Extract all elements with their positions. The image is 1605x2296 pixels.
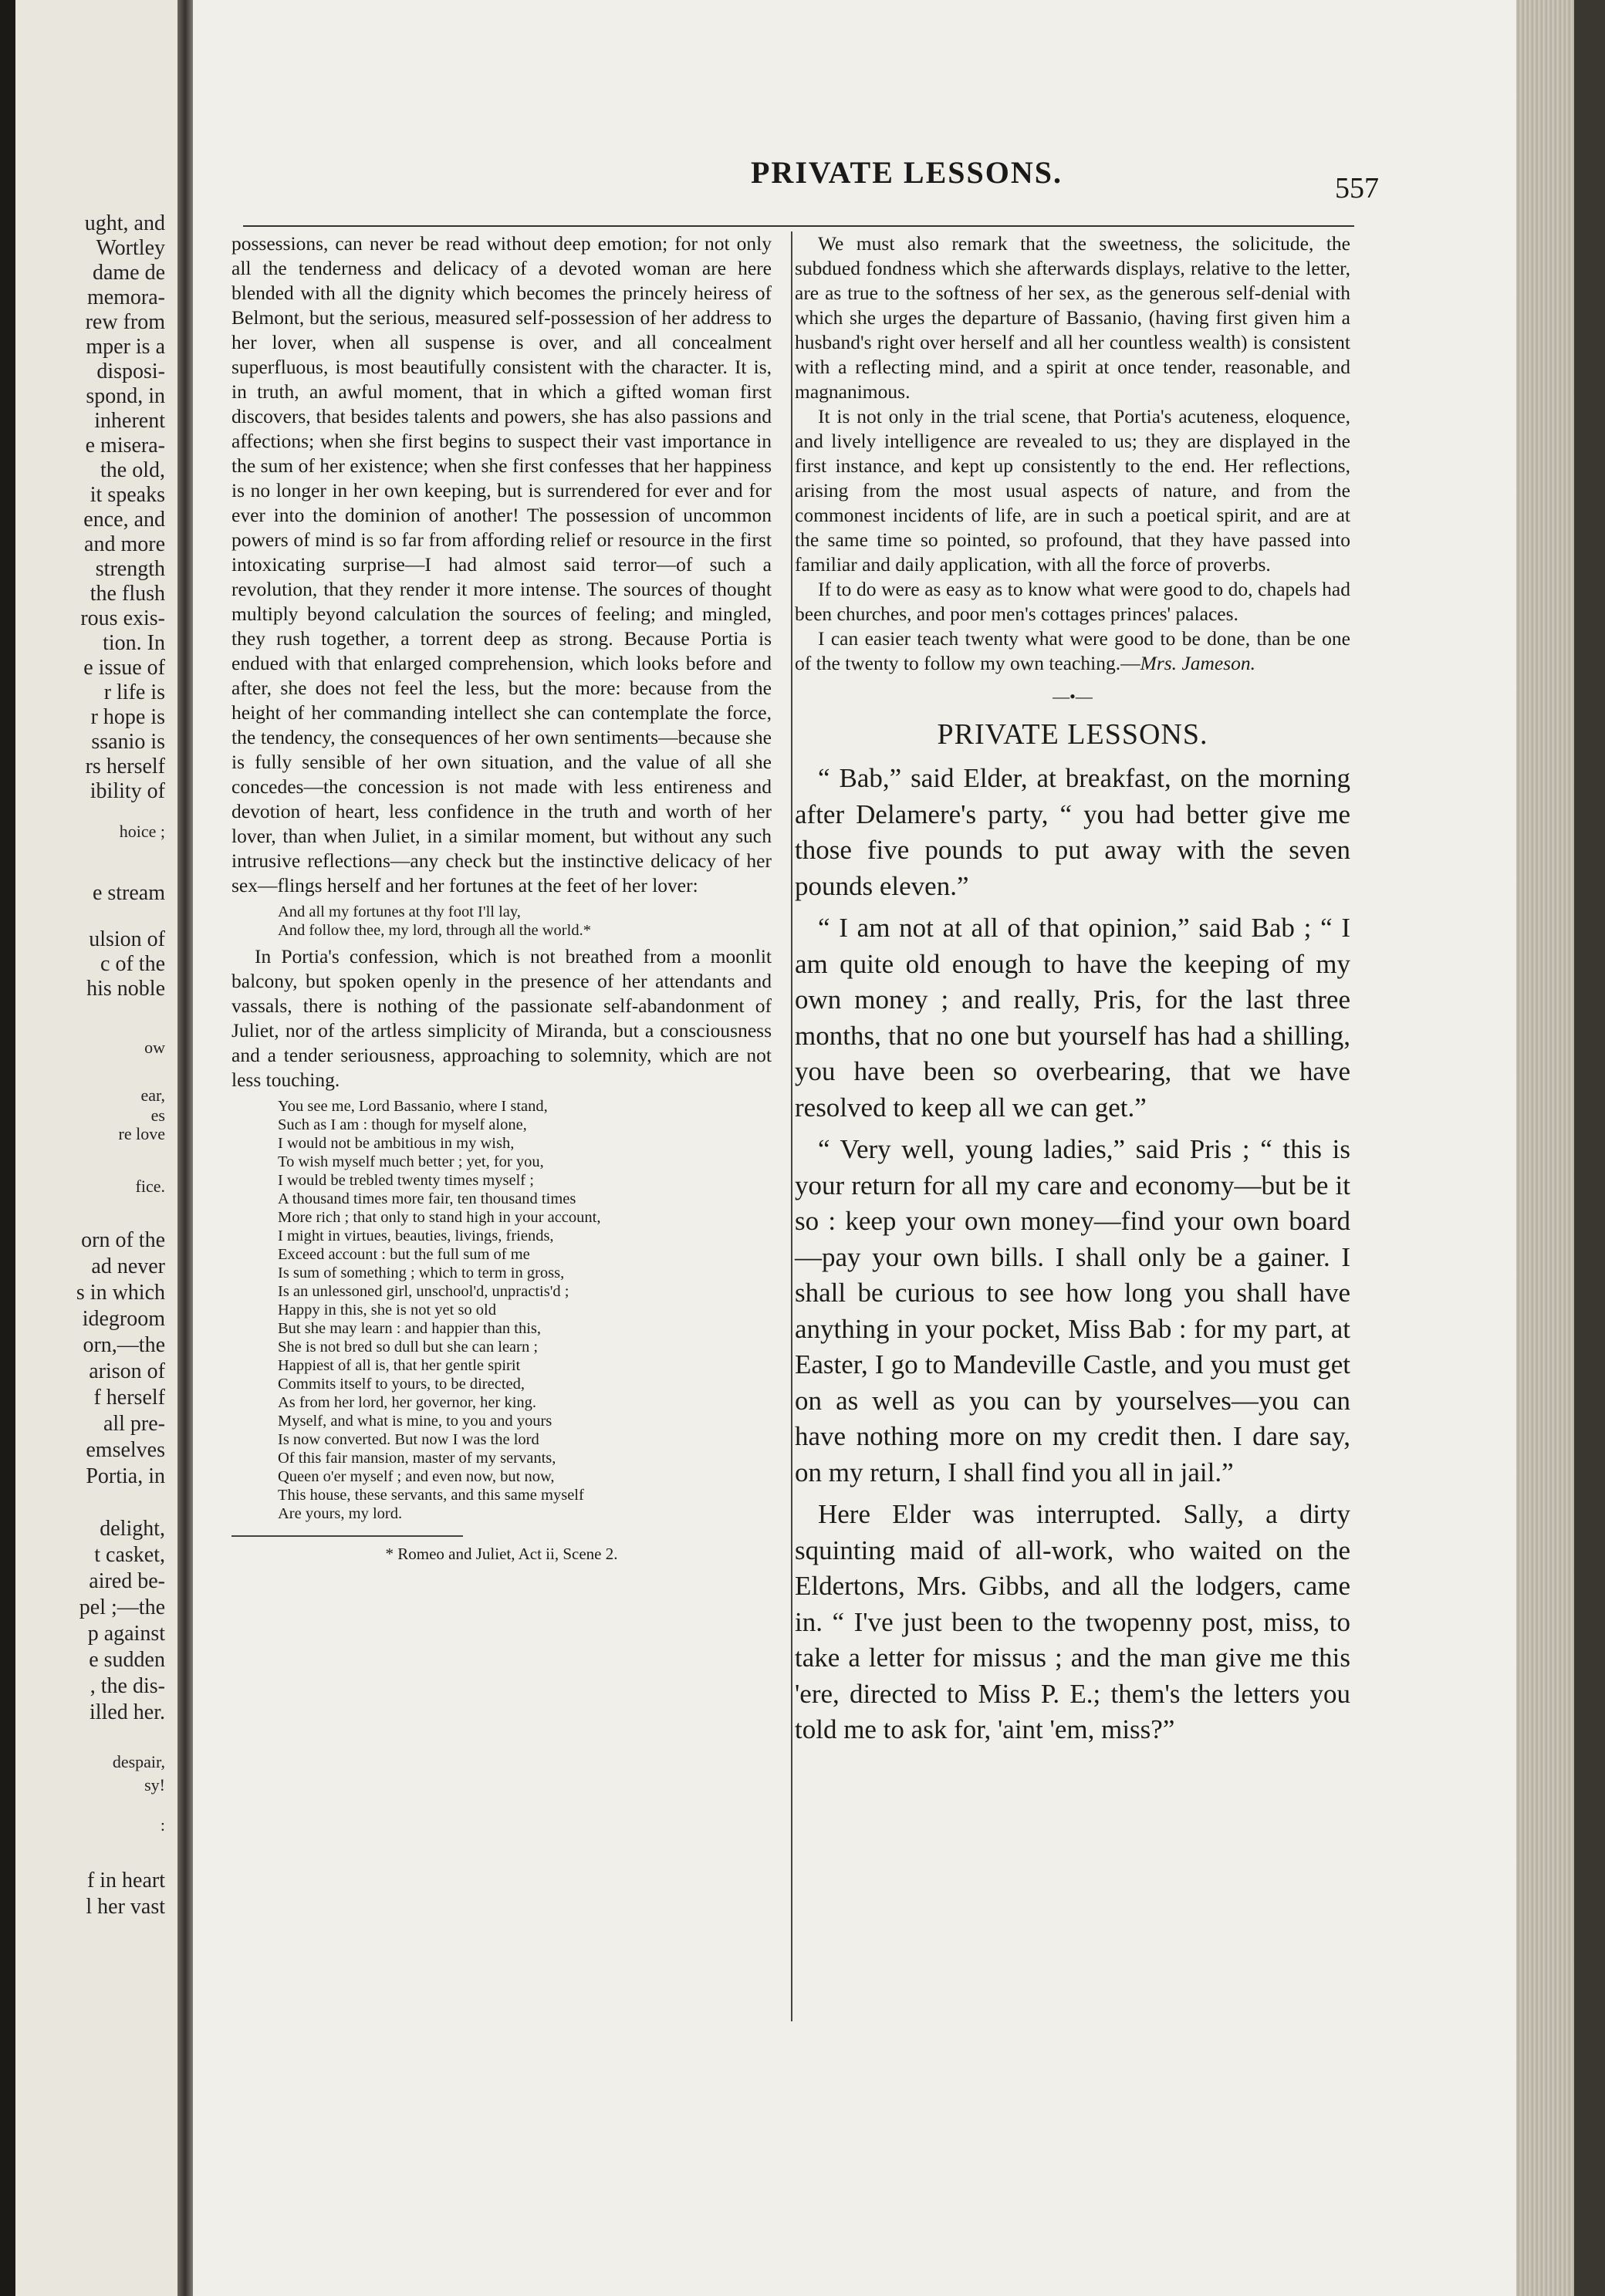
column-rule: [791, 231, 792, 2021]
left-column: [231, 231, 772, 1564]
facing-page-line: the old,: [100, 458, 165, 482]
facing-page-line: es: [150, 1106, 165, 1125]
facing-page-line: arison of: [89, 1359, 165, 1383]
verse-line: Commits itself to yours, to be directed,: [278, 1376, 525, 1393]
verse-line: Exceed account : but the full sum of me: [278, 1246, 530, 1263]
essay-paragraph: It is not only in the trial scene, that Portia's acuteness, eloquence, and lively intelligence are revealed to us; they are displayed in the first instance, and kept up consistently to the end. Her reflections, arising from the most usual aspects of nature, and from the commonest incidents of life, are in such a poetical spirit, and are at the same time so pointed, so profound, that they have passed into familiar and daily application, with all the force of proverbs.: [795, 405, 1350, 576]
facing-page-line: tion. In: [103, 631, 165, 655]
footnote: * Romeo and Juliet, Act ii, Scene 2.: [385, 1545, 618, 1563]
facing-page-line: r hope is: [90, 705, 165, 729]
essay-paragraph: In Portia's confession, which is not breathed from a moonlit balcony, but spoken openly in the presence of her attendants and vassals, there is nothing of the passionate self-abandonment of Juliet, nor of the artless simplicity of Miranda, but a consciousness and a tender seriousness, approaching to solemnity, which are not less touching.: [231, 945, 772, 1091]
facing-page-line: e stream: [92, 881, 165, 905]
facing-page-line: orn,—the: [83, 1333, 165, 1357]
book-page: [193, 0, 1516, 2296]
facing-page-line: illed her.: [90, 1700, 165, 1724]
verse-line: I would not be ambitious in my wish,: [278, 1135, 515, 1152]
verse-line: More rich ; that only to stand high in your account,: [278, 1209, 601, 1226]
facing-page-line: e issue of: [83, 656, 165, 680]
verse-line: Of this fair mansion, master of my servants,: [278, 1450, 556, 1467]
facing-page-line: f herself: [93, 1386, 165, 1410]
facing-page-line: ear,: [140, 1086, 165, 1105]
facing-page-line: p against: [87, 1622, 165, 1646]
verse-line: And follow thee, my lord, through all the world.*: [278, 922, 591, 939]
facing-page-line: it speaks: [90, 483, 165, 507]
story-body: [795, 761, 1350, 1748]
story-paragraph: “ I am not at all of that opinion,” said Bab ; “ I am quite old enough to have the keeping of my own money ; and really, Pris, for the last three months, that no one but yourself has had a shilling, you have been so overbearing, that we have resolved to keep all we can get.”: [795, 913, 1350, 1123]
facing-page-line: Wortley: [96, 236, 165, 260]
verse-line: Happiest of all is, that her gentle spirit: [278, 1357, 521, 1374]
facing-page-line: s in which: [76, 1281, 165, 1305]
facing-page-line: ow: [144, 1038, 165, 1057]
facing-page-line: ence, and: [83, 508, 165, 532]
facing-page-line: Portia, in: [86, 1464, 165, 1488]
facing-page-line: hoice ;: [119, 822, 165, 841]
verse-line: You see me, Lord Bassanio, where I stand,: [278, 1098, 548, 1115]
essay-paragraph: possessions, can never be read without deep emotion; for not only all the tenderness and delicacy of a devoted woman are here blended with all the dignity which becomes the princely heiress of Belmont, but the serious, measured self-possession of her address to her lover, when all suspense is over, and all concealment superfluous, is most beautifully consistent with the character. It is, in truth, an awful moment, that in which a gifted woman first discovers, that besides talents and powers, she has also passions and affections; when she first begins to suspect their vast importance in the sum of her existence; when she first confesses that her happiness is no longer in her own keeping, but is surrendered for ever and for ever into the dominion of another! The possession of uncommon powers of mind is so far from affording relief or resource in the first intoxicating surprise—I had almost said terror—of such a revolution, that they render it more intense. The sources of thought multiply beyond calculation the sources of feeling; and mingled, they rush together, a torrent deep as strong. Because Portia is endued with that enlarged comprehension, which looks before and after, she does not feel the less, but the more: because from the height of her commanding intellect she can contemplate the force, the tendency, the consequences of her own sentiments—because she is fully sensible of her own situation, and the value of all she concedes—the concession is not made with less entireness and devotion of heart, less confidence in the truth and worth of her lover, than when Juliet, in a similar moment, but without any such intrusive reflections—any check but the instinctive delicacy of her sex—flings herself and her fortunes at the feet of her lover:: [231, 232, 772, 896]
verse-line: Is sum of something ; which to term in gross,: [278, 1264, 565, 1281]
facing-page-line: aired be-: [89, 1569, 165, 1593]
facing-page-line: delight,: [100, 1517, 165, 1541]
facing-page-line: the flush: [90, 582, 165, 606]
quotation-paragraph: If to do were as easy as to know what were good to do, chapels had been churches, and poor men's cottages princes' palaces.: [795, 578, 1350, 625]
facing-page-line: rous exis-: [80, 606, 165, 630]
facing-page-line: mper is a: [86, 335, 165, 359]
facing-page-line: and more: [84, 532, 165, 556]
verse-line: To wish myself much better ; yet, for you,: [278, 1153, 544, 1170]
section-ornament: —•—: [1053, 687, 1093, 706]
facing-page-line: :: [160, 1815, 165, 1835]
story-paragraph: “ Very well, young ladies,” said Pris ; “ this is your return for all my care and economy—but be it so : keep your own money—find your own board—pay your own bills. I shall only be a gainer. I shall be curious to see how long you shall have anything in your pocket, Miss Bab : for my part, at Easter, I go to Mandeville Castle, and you must get on as well as you can by yourselves—you can have nothing more on my credit then. I dare say, on my return, I shall find you all in jail.”: [795, 1134, 1350, 1487]
facing-page-line: rew from: [85, 310, 165, 334]
facing-page-line: all pre-: [103, 1412, 165, 1436]
verse-line: Myself, and what is mine, to you and yours: [278, 1413, 552, 1430]
facing-page-line: , the dis-: [90, 1674, 165, 1698]
facing-page-line: emselves: [86, 1438, 165, 1462]
facing-page-line: ulsion of: [89, 927, 165, 951]
facing-page-line: rs herself: [85, 755, 165, 778]
verse-line: I might in virtues, beauties, livings, friends,: [278, 1227, 554, 1244]
verse-line: Happy in this, she is not yet so old: [278, 1302, 497, 1319]
facing-page-line: l her vast: [86, 1895, 165, 1919]
verse-line: Such as I am : though for myself alone,: [278, 1116, 527, 1133]
quote-portia: [278, 1097, 772, 1523]
facing-page-line: spond, in: [86, 384, 165, 408]
facing-page-line: f in heart: [86, 1869, 165, 1893]
header-rule: [243, 225, 1354, 227]
facing-page-line: orn of the: [81, 1228, 165, 1252]
verse-line: Queen o'er myself ; and even now, but now,: [278, 1468, 555, 1485]
quote-juliet: [278, 903, 772, 940]
essay-paragraph: We must also remark that the sweetness, the solicitude, the subdued fondness which she afterwards displays, relative to the letter, are as true to the softness of her sex, as the generous self-denial with which she urges the departure of Bassanio, (having first given him a husband's right over herself and all her countless wealth) is consistent with a reflecting mind, and a spirit at once tender, reasonable, and magnanimous.: [795, 232, 1350, 403]
facing-page-line: e sudden: [89, 1648, 165, 1672]
facing-page-line: c of the: [100, 952, 165, 976]
facing-page-line: ssanio is: [91, 730, 165, 754]
facing-page-line: r life is: [103, 680, 165, 704]
facing-page-line: sy!: [144, 1775, 165, 1795]
edge-shadow: [1574, 0, 1605, 2296]
quotation-text: I can easier teach twenty what were good to be done, than be one of the twenty to follow my own teaching.—: [795, 627, 1350, 674]
author-signature: Mrs. Jameson.: [1140, 652, 1256, 674]
book-gutter: [177, 0, 193, 2296]
verse-line: This house, these servants, and this same myself: [278, 1487, 584, 1504]
facing-page-line: ught, and: [84, 211, 165, 235]
facing-page-line: t casket,: [94, 1543, 165, 1567]
verse-line: Are yours, my lord.: [278, 1505, 403, 1522]
verse-line: But she may learn : and happier than this,: [278, 1320, 542, 1337]
facing-page-line: ad never: [91, 1254, 165, 1278]
right-column: [795, 231, 1350, 1754]
facing-page-line: memora-: [86, 285, 165, 309]
facing-page-line: dame de: [92, 261, 165, 285]
verse-line: Is an unlessoned girl, unschool'd, unpractis'd ;: [278, 1283, 569, 1300]
facing-page-line: idegroom: [82, 1307, 165, 1331]
verse-line: And all my fortunes at thy foot I'll lay,: [278, 903, 521, 920]
facing-page-fragment: [15, 0, 177, 2296]
facing-page-line: his noble: [86, 977, 165, 1001]
story-paragraph: “ Bab,” said Elder, at breakfast, on the morning after Delamere's party, “ you had better give me those five pounds to put away with the seven pounds eleven.”: [795, 763, 1350, 901]
running-head: PRIVATE LESSONS.: [751, 155, 1063, 190]
page-number: 557: [1335, 172, 1379, 204]
facing-page-line: fice.: [135, 1177, 165, 1196]
story-paragraph: Here Elder was interrupted. Sally, a dirty squinting maid of all-work, who waited on the Eldertons, Mrs. Gibbs, and all the lodgers, came in. “ I've just been to the twopenny post, miss, to take a letter for missus ; and the man give me this 'ere, directed to Miss P. E.; them's the letters you told me to ask for, 'aint 'em, miss?”: [795, 1499, 1350, 1744]
binding-shadow: [0, 0, 15, 2296]
quotation-paragraph: [795, 626, 1350, 676]
verse-line: As from her lord, her governor, her king.: [278, 1394, 537, 1411]
facing-page-line: despair,: [112, 1752, 165, 1771]
facing-page-line: disposi-: [96, 360, 165, 383]
verse-line: Is now converted. But now I was the lord: [278, 1431, 539, 1448]
footnote-rule: [231, 1535, 463, 1537]
verse-line: I would be trebled twenty times myself ;: [278, 1172, 534, 1189]
facing-page-line: inherent: [94, 409, 165, 433]
facing-page-line: re love: [118, 1124, 165, 1143]
facing-page-line: e misera-: [85, 434, 165, 458]
facing-page-line: ibility of: [90, 779, 165, 803]
verse-line: She is not bred so dull but she can learn ;: [278, 1339, 539, 1356]
article-title: PRIVATE LESSONS.: [937, 718, 1208, 751]
facing-page-line: strength: [95, 557, 165, 581]
facing-page-line: pel ;—the: [79, 1595, 165, 1619]
verse-line: A thousand times more fair, ten thousand times: [278, 1190, 576, 1207]
